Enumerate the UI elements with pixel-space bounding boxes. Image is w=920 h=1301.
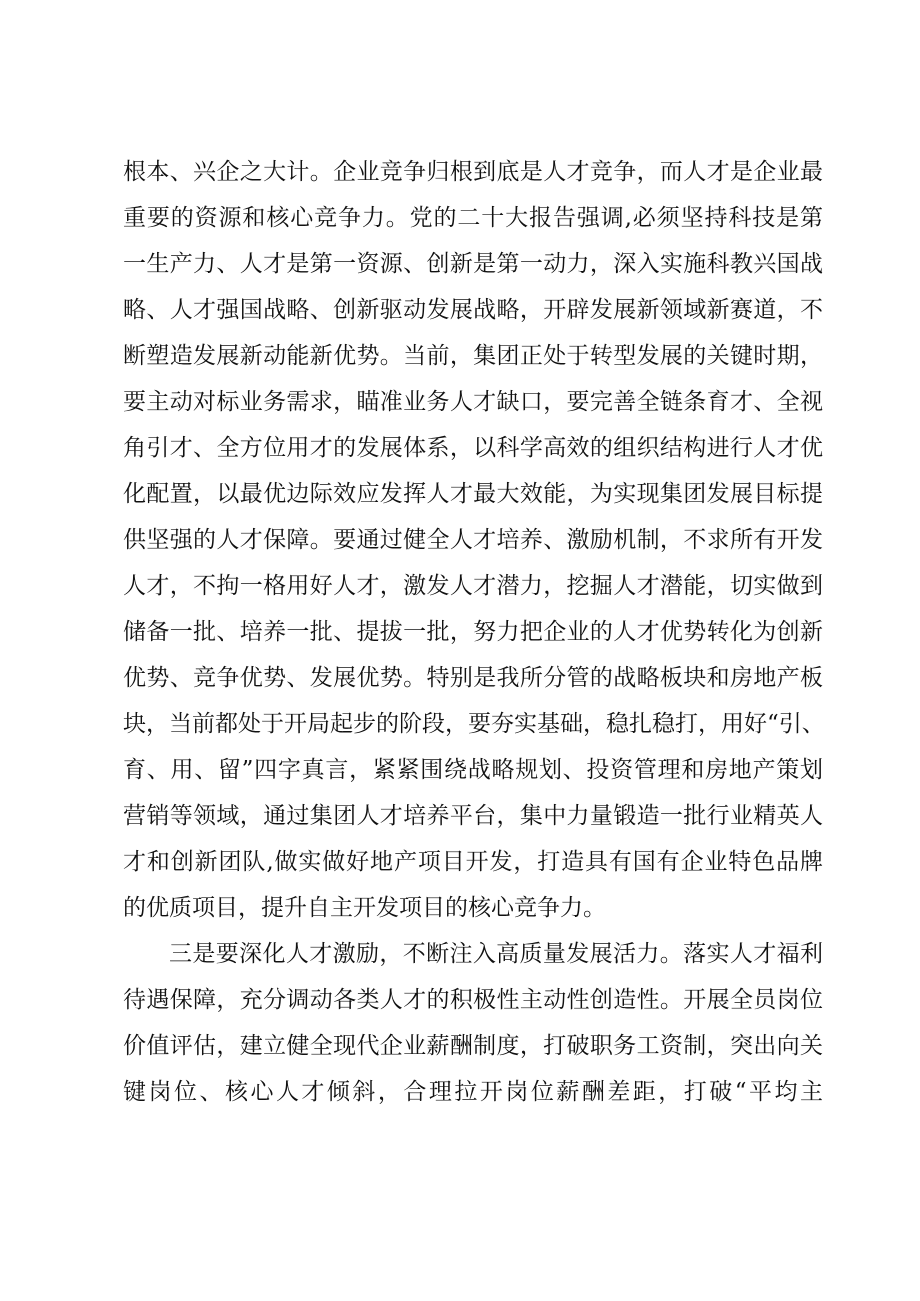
text-line: 要主动对标业务需求，瞄准业务人才缺口，要完善全链条育才、全视 (123, 389, 823, 415)
text-line: 人才，不拘一格用好人才，激发人才潜力，挖掘人才潜能，切实做到 (123, 573, 823, 599)
text-line: 的优质项目，提升自主开发项目的核心竞争力。 (123, 895, 606, 921)
paragraph-2 (123, 931, 823, 1115)
text-line: 角引才、全方位用才的发展体系，以科学高效的组织结构进行人才优 (123, 435, 823, 461)
document-body (123, 149, 823, 1115)
text-line: 断塑造发展新动能新优势。当前，集团正处于转型发展的关键时期， (123, 343, 823, 369)
text-line: 育、用、留”四字真言，紧紧围绕战略规划、投资管理和房地产策划 (123, 757, 823, 783)
paragraph-1 (123, 149, 823, 931)
text-line: 略、人才强国战略、创新驱动发展战略，开辟发展新领域新赛道，不 (123, 297, 823, 323)
text-line: 块，当前都处于开局起步的阶段，要夯实基础，稳扎稳打，用好“引、 (123, 711, 825, 737)
text-line: 化配置，以最优边际效应发挥人才最大效能，为实现集团发展目标提 (123, 481, 823, 507)
text-line: 键岗位、核心人才倾斜，合理拉开岗位薪酬差距，打破“平均主 (123, 1079, 823, 1105)
text-line: 根本、兴企之大计。企业竞争归根到底是人才竞争，而人才是企业最 (123, 159, 823, 185)
text-line: 储备一批、培养一批、提拔一批，努力把企业的人才优势转化为创新 (123, 619, 823, 645)
text-line: 一生产力、人才是第一资源、创新是第一动力，深入实施科教兴国战 (123, 251, 823, 277)
text-line: 重要的资源和核心竞争力。党的二十大报告强调,必须坚持科技是第 (123, 205, 823, 231)
text-line: 优势、竞争优势、发展优势。特别是我所分管的战略板块和房地产板 (123, 665, 823, 691)
text-line: 才和创新团队,做实做好地产项目开发，打造具有国有企业特色品牌 (123, 849, 823, 875)
text-line: 三是要深化人才激励，不断注入高质量发展活力。落实人才福利 (169, 941, 823, 967)
text-line: 待遇保障，充分调动各类人才的积极性主动性创造性。开展全员岗位 (123, 987, 823, 1013)
text-line: 价值评估，建立健全现代企业薪酬制度，打破职务工资制，突出向关 (123, 1033, 823, 1059)
text-line: 营销等领域，通过集团人才培养平台，集中力量锻造一批行业精英人 (123, 803, 823, 829)
text-line: 供坚强的人才保障。要通过健全人才培养、激励机制，不求所有开发 (123, 527, 823, 553)
